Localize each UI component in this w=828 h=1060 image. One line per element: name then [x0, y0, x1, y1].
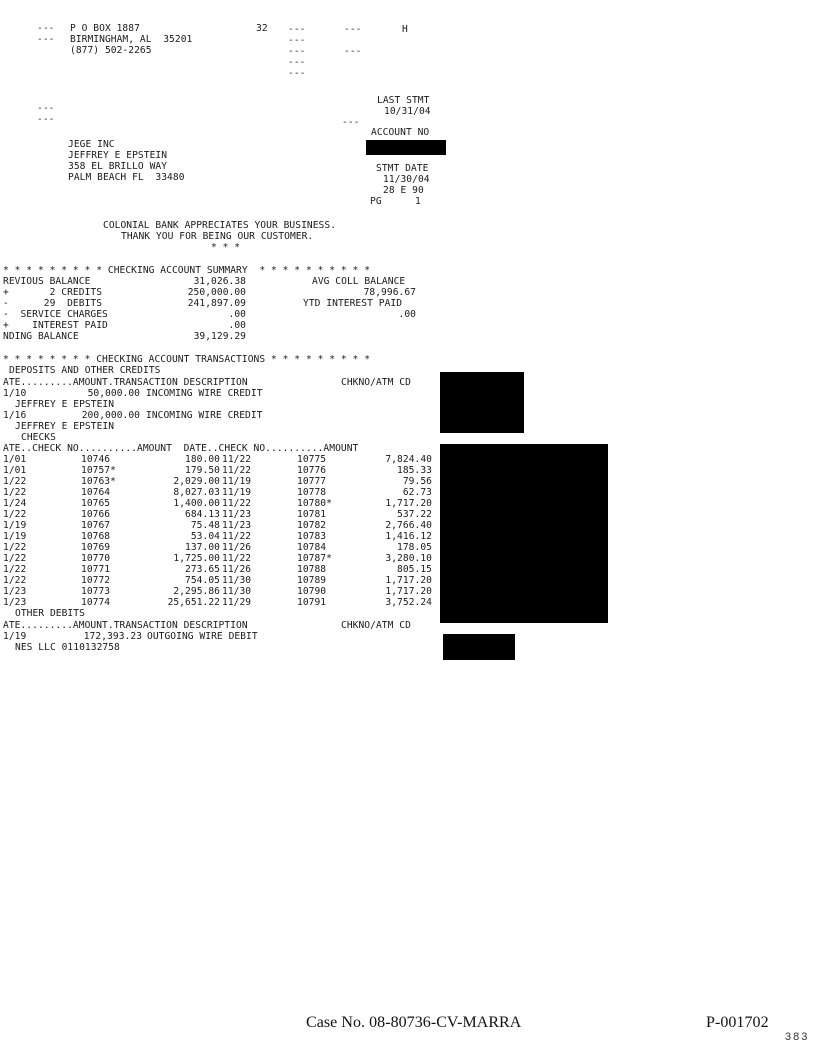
page-value: 1 [415, 196, 421, 207]
check-number: 10781 [297, 509, 327, 520]
stmt-date-label: STMT DATE [376, 163, 429, 174]
check-date: 11/22 [222, 465, 252, 476]
check-amount: 62.73 [402, 487, 432, 498]
summary-label: REVIOUS BALANCE [3, 276, 91, 287]
deposits-column-header: ATE.........AMOUNT.TRANSACTION DESCRIPTION [3, 377, 248, 388]
check-date: 11/19 [222, 487, 252, 498]
check-amount: 1,725.00 [173, 553, 220, 564]
check-date: 1/24 [3, 498, 27, 509]
check-amount: 25,651.22 [167, 597, 220, 608]
check-amount: 137.00 [185, 542, 220, 553]
check-amount: 79.56 [402, 476, 432, 487]
dash-mark: --- [342, 117, 360, 128]
summary-header: * * * * * * * * * CHECKING ACCOUNT SUMMARY * * * * * * * * * * [3, 265, 371, 276]
last-stmt-label: LAST STMT [377, 95, 430, 106]
dash-mark: --- [37, 114, 55, 125]
summary-label: + 2 CREDITS [3, 287, 103, 298]
bank-message-line1: COLONIAL BANK APPRECIATES YOUR BUSINESS. [103, 220, 337, 231]
summary-amount: 31,026.38 [193, 276, 246, 287]
check-number: 10767 [81, 520, 111, 531]
dash-mark: --- [37, 34, 55, 45]
check-date: 11/30 [222, 586, 252, 597]
check-date: 1/23 [3, 586, 27, 597]
check-number: 10757* [81, 465, 116, 476]
check-date: 1/01 [3, 465, 27, 476]
chkno-header: CHKNO/ATM CD [341, 377, 411, 388]
check-number: 10788 [297, 564, 327, 575]
check-number: 10791 [297, 597, 327, 608]
check-date: 1/23 [3, 597, 27, 608]
avg-coll-balance-value: 78,996.67 [363, 287, 416, 298]
check-amount: 3,280.10 [385, 553, 432, 564]
check-date: 11/22 [222, 553, 252, 564]
check-amount: 185.33 [397, 465, 432, 476]
summary-amount: 39,129.29 [193, 331, 246, 342]
check-number: 10772 [81, 575, 111, 586]
check-amount: 179.50 [185, 465, 220, 476]
check-date: 11/26 [222, 542, 252, 553]
check-number: 10769 [81, 542, 111, 553]
bank-message-stars: * * * [211, 242, 241, 253]
check-number: 10790 [297, 586, 327, 597]
check-date: 1/22 [3, 509, 27, 520]
debits-chkno-header: CHKNO/ATM CD [341, 620, 411, 631]
page-number: 383 [785, 1031, 810, 1043]
check-number: 10773 [81, 586, 111, 597]
check-date: 1/22 [3, 487, 27, 498]
check-amount: 53.04 [190, 531, 220, 542]
summary-label: + INTEREST PAID [3, 320, 108, 331]
bank-message-line2: THANK YOU FOR BEING OUR CUSTOMER. [121, 231, 314, 242]
dash-mark: --- [344, 24, 362, 35]
stmt-code-line: 28 E 90 [383, 185, 424, 196]
debit-description: OUTGOING WIRE DEBIT [147, 631, 258, 642]
check-amount: 178.05 [397, 542, 432, 553]
check-amount: 1,717.20 [385, 586, 432, 597]
summary-amount: 250,000.00 [187, 287, 246, 298]
customer-street: 358 EL BRILLO WAY [68, 161, 168, 172]
debit-sub: NES LLC 0110132758 [15, 642, 120, 653]
check-number: 10780* [297, 498, 332, 509]
check-date: 1/19 [3, 520, 27, 531]
deposit-description: INCOMING WIRE CREDIT [146, 410, 263, 421]
check-date: 1/22 [3, 476, 27, 487]
check-amount: 3,752.24 [385, 597, 432, 608]
deposit-description: INCOMING WIRE CREDIT [146, 388, 263, 399]
avg-coll-balance-label: AVG COLL BALANCE [312, 276, 406, 287]
dash-mark: --- [288, 46, 306, 57]
check-date: 11/23 [222, 520, 252, 531]
check-date: 11/30 [222, 575, 252, 586]
check-number: 10765 [81, 498, 111, 509]
check-date: 11/29 [222, 597, 252, 608]
dash-mark: --- [288, 57, 306, 68]
deposit-amount: 50,000.00 [87, 388, 140, 399]
check-date: 1/22 [3, 564, 27, 575]
account-no-label: ACCOUNT NO [371, 127, 430, 138]
check-amount: 75.48 [190, 520, 220, 531]
other-debits-title: OTHER DEBITS [15, 608, 85, 619]
redacted-block [443, 634, 515, 660]
customer-contact: JEFFREY E EPSTEIN [68, 150, 168, 161]
summary-amount: 241,897.09 [187, 298, 246, 309]
check-amount: 273.65 [185, 564, 220, 575]
check-date: 11/22 [222, 531, 252, 542]
ytd-interest-value: .00 [398, 309, 416, 320]
check-number: 10787* [297, 553, 332, 564]
check-date: 11/22 [222, 454, 252, 465]
check-amount: 1,416.12 [385, 531, 432, 542]
deposit-sub: JEFFREY E EPSTEIN [15, 421, 115, 432]
check-number: 10771 [81, 564, 111, 575]
check-number: 10746 [81, 454, 111, 465]
summary-label: - 29 DEBITS [3, 298, 103, 309]
check-number: 10783 [297, 531, 327, 542]
check-date: 1/01 [3, 454, 27, 465]
check-amount: 2,766.40 [385, 520, 432, 531]
check-amount: 684.13 [185, 509, 220, 520]
bank-phone: (877) 502-2265 [70, 45, 152, 56]
check-amount: 1,717.20 [385, 575, 432, 586]
check-number: 10774 [81, 597, 111, 608]
bates-number: P-001702 [706, 1014, 769, 1031]
check-date: 11/22 [222, 498, 252, 509]
bank-code: 32 [256, 23, 268, 34]
check-number: 10778 [297, 487, 327, 498]
check-amount: 180.00 [185, 454, 220, 465]
check-date: 11/26 [222, 564, 252, 575]
check-date: 1/19 [3, 531, 27, 542]
check-amount: 754.05 [185, 575, 220, 586]
debit-date: 1/19 [3, 631, 27, 642]
checks-title: CHECKS [21, 432, 56, 443]
check-amount: 7,824.40 [385, 454, 432, 465]
check-amount: 8,027.03 [173, 487, 220, 498]
customer-name: JEGE INC [68, 139, 115, 150]
summary-label: - SERVICE CHARGES [3, 309, 108, 320]
check-date: 11/19 [222, 476, 252, 487]
check-amount: 1,400.00 [173, 498, 220, 509]
deposits-title: DEPOSITS AND OTHER CREDITS [9, 365, 161, 376]
check-number: 10789 [297, 575, 327, 586]
page-label: PG [370, 196, 382, 207]
checks-column-header: ATE..CHECK NO..........AMOUNT DATE..CHECK NO..........AMOUNT [3, 443, 359, 454]
redacted-block [440, 372, 524, 433]
debits-column-header: ATE.........AMOUNT.TRANSACTION DESCRIPTION [3, 620, 248, 631]
transactions-header: * * * * * * * * CHECKING ACCOUNT TRANSACTIONS * * * * * * * * * [3, 354, 371, 365]
customer-city: PALM BEACH FL 33480 [68, 172, 185, 183]
check-date: 11/23 [222, 509, 252, 520]
deposit-sub: JEFFREY E EPSTEIN [15, 399, 115, 410]
bank-mark: H [402, 24, 408, 35]
check-number: 10763* [81, 476, 116, 487]
check-amount: 2,029.00 [173, 476, 220, 487]
deposit-date: 1/16 [3, 410, 27, 421]
case-number: Case No. 08-80736-CV-MARRA [306, 1014, 522, 1031]
check-amount: 1,717.20 [385, 498, 432, 509]
check-number: 10764 [81, 487, 111, 498]
check-amount: 2,295.86 [173, 586, 220, 597]
stmt-date: 11/30/04 [383, 174, 430, 185]
check-amount: 805.15 [397, 564, 432, 575]
dash-mark: --- [344, 46, 362, 57]
ytd-interest-label: YTD INTEREST PAID [303, 298, 403, 309]
summary-label: NDING BALANCE [3, 331, 79, 342]
last-stmt-date: 10/31/04 [384, 106, 431, 117]
summary-amount: .00 [228, 320, 246, 331]
check-number: 10782 [297, 520, 327, 531]
bank-address-line1: P O BOX 1887 [70, 23, 140, 34]
dash-mark: --- [288, 24, 306, 35]
redacted-account-number [366, 140, 446, 155]
check-number: 10784 [297, 542, 327, 553]
check-number: 10775 [297, 454, 327, 465]
deposit-date: 1/10 [3, 388, 27, 399]
check-number: 10768 [81, 531, 111, 542]
dash-mark: --- [288, 68, 306, 79]
check-number: 10776 [297, 465, 327, 476]
deposit-amount: 200,000.00 [81, 410, 140, 421]
summary-amount: .00 [228, 309, 246, 320]
dash-mark: --- [288, 35, 306, 46]
dash-mark: --- [37, 23, 55, 34]
check-number: 10770 [81, 553, 111, 564]
check-date: 1/22 [3, 575, 27, 586]
check-number: 10777 [297, 476, 327, 487]
check-date: 1/22 [3, 553, 27, 564]
bank-address-line2: BIRMINGHAM, AL 35201 [70, 34, 193, 45]
dash-mark: --- [37, 103, 55, 114]
redacted-block [440, 444, 608, 623]
check-amount: 537.22 [397, 509, 432, 520]
check-date: 1/22 [3, 542, 27, 553]
debit-amount: 172,393.23 [83, 631, 142, 642]
check-number: 10766 [81, 509, 111, 520]
